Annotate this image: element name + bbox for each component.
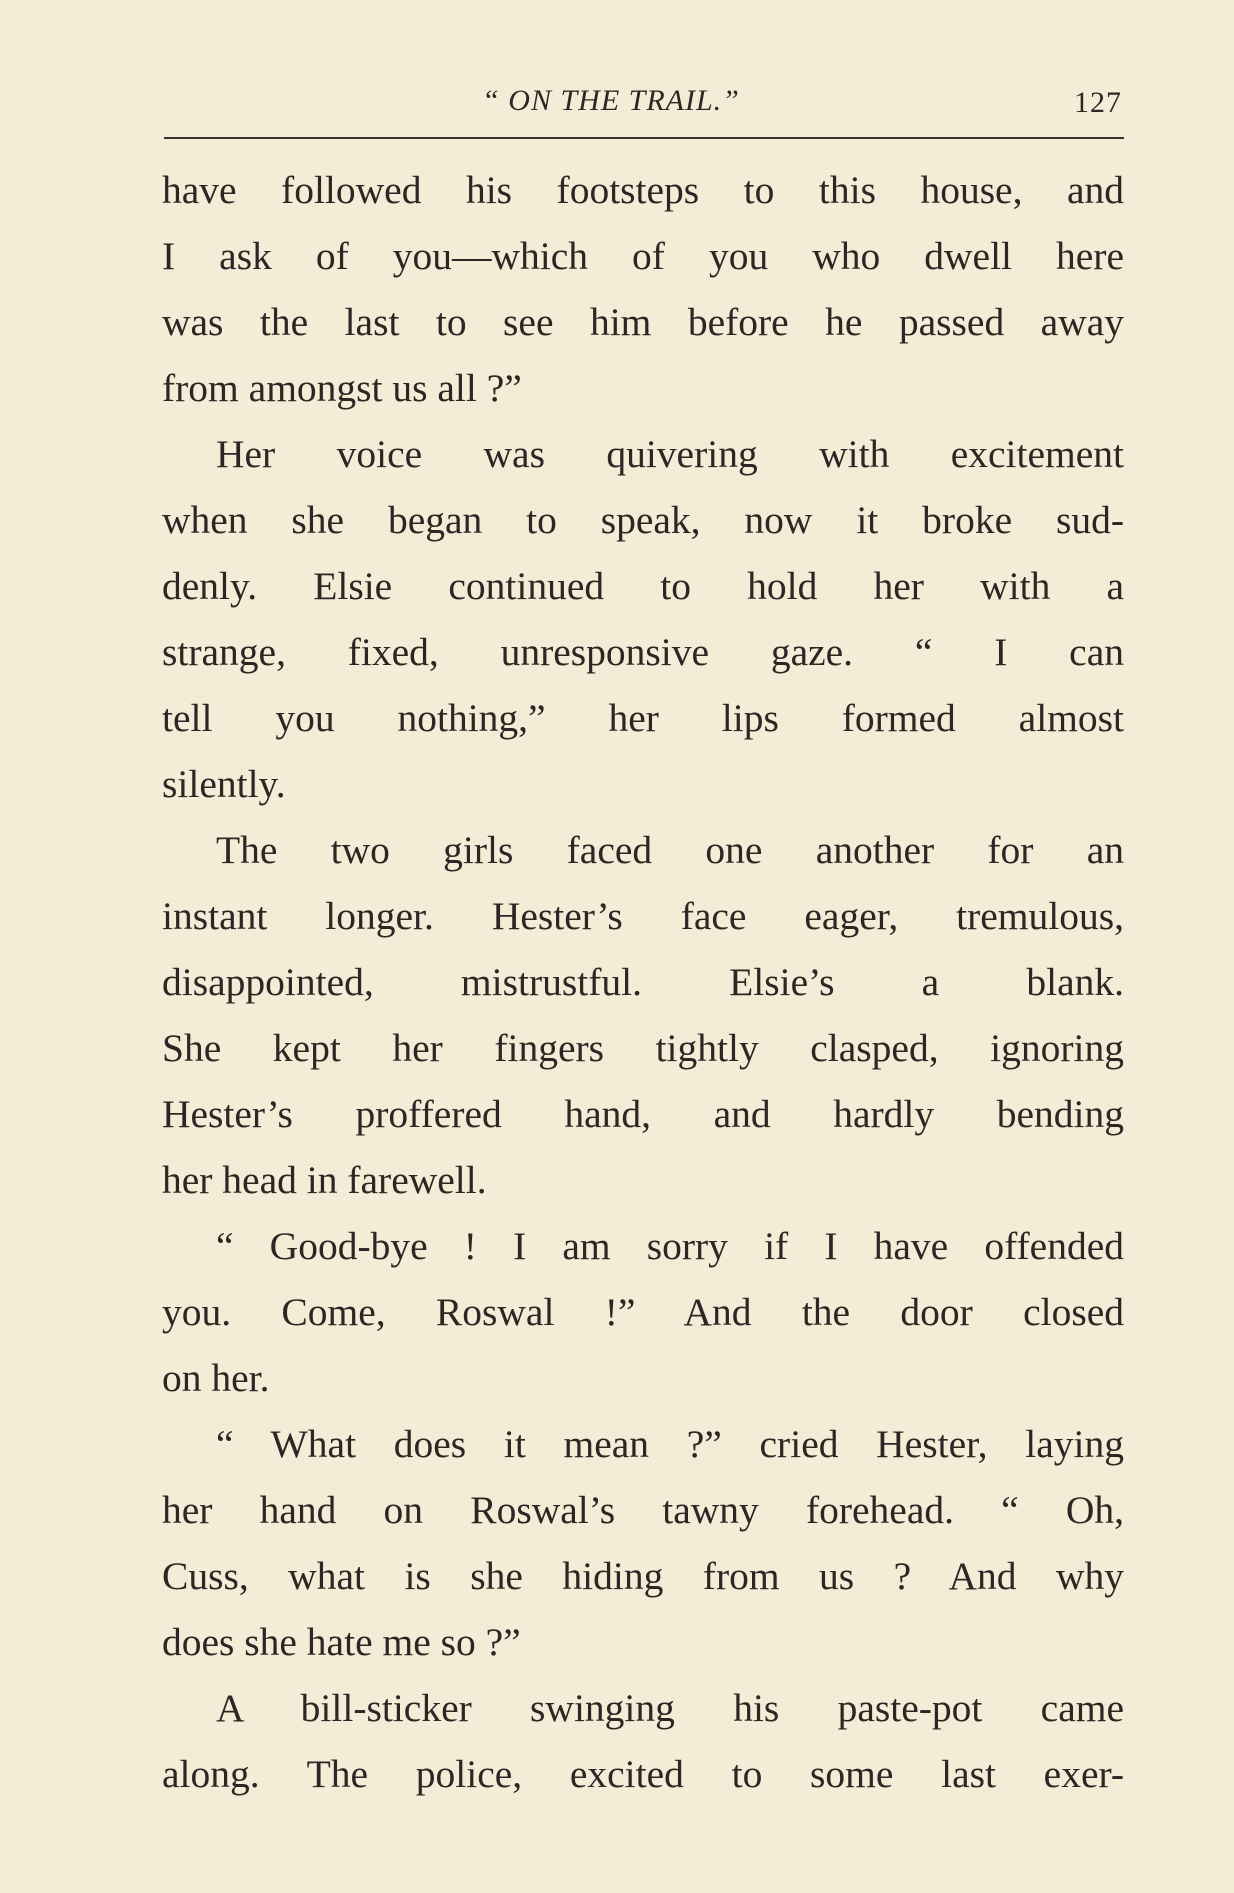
text-line: disappointed, mistrustful. Elsie’s a blank. bbox=[162, 960, 1124, 1004]
text-line: her head in farewell. bbox=[162, 1158, 487, 1202]
text-line: “ What does it mean ?” cried Hester, laying bbox=[216, 1422, 1124, 1466]
text-line: was the last to see him before he passed away bbox=[162, 300, 1124, 344]
text-line: She kept her fingers tightly clasped, ignoring bbox=[162, 1026, 1124, 1070]
running-head bbox=[164, 84, 1124, 134]
text-line: her hand on Roswal’s tawny forehead. “ Oh, bbox=[162, 1488, 1124, 1532]
text-line: A bill-sticker swinging his paste-pot came bbox=[216, 1686, 1124, 1730]
text-line: on her. bbox=[162, 1356, 270, 1400]
text-line: along. The police, excited to some last exer- bbox=[162, 1752, 1124, 1796]
body-text bbox=[162, 157, 1124, 1807]
text-line: strange, fixed, unresponsive gaze. “ I can bbox=[162, 630, 1124, 674]
text-line: Hester’s proffered hand, and hardly bending bbox=[162, 1092, 1124, 1136]
text-line: tell you nothing,” her lips formed almost bbox=[162, 696, 1124, 740]
text-line: you. Come, Roswal !” And the door closed bbox=[162, 1290, 1124, 1334]
running-title: “ ON THE TRAIL.” bbox=[482, 84, 740, 117]
text-line: when she began to speak, now it broke sud- bbox=[162, 498, 1124, 542]
text-line: instant longer. Hester’s face eager, tremulous, bbox=[162, 894, 1124, 938]
text-line: denly. Elsie continued to hold her with a bbox=[162, 564, 1124, 608]
text-line: “ Good-bye ! I am sorry if I have offended bbox=[216, 1224, 1124, 1268]
text-line: does she hate me so ?” bbox=[162, 1620, 521, 1664]
text-line: Her voice was quivering with excitement bbox=[216, 432, 1124, 476]
text-line: from amongst us all ?” bbox=[162, 366, 522, 410]
text-line: I ask of you—which of you who dwell here bbox=[162, 234, 1124, 278]
text-line: The two girls faced one another for an bbox=[216, 828, 1124, 872]
text-line: Cuss, what is she hiding from us ? And why bbox=[162, 1554, 1124, 1598]
text-line: have followed his footsteps to this house, and bbox=[162, 168, 1124, 212]
header-rule bbox=[164, 137, 1124, 139]
text-line: silently. bbox=[162, 762, 286, 806]
page-number: 127 bbox=[1074, 86, 1122, 119]
